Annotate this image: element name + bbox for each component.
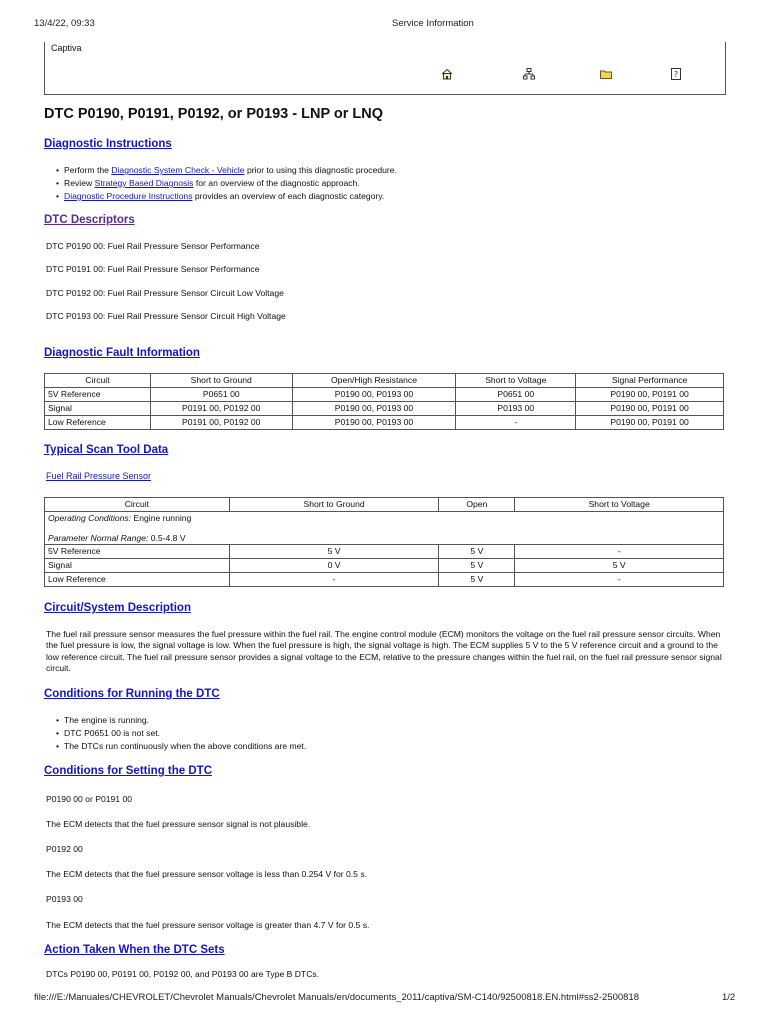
list-item-text: Perform the bbox=[64, 165, 112, 175]
setting-dtc-p0190-p0191: P0190 00 or P0191 00 bbox=[46, 794, 133, 804]
column-header: Short to Ground bbox=[229, 498, 439, 512]
table-cell: P0190 00, P0193 00 bbox=[292, 402, 456, 416]
conditions-running-heading[interactable]: Conditions for Running the DTC bbox=[44, 688, 220, 700]
column-header: Signal Performance bbox=[576, 374, 724, 388]
action-taken-text: DTCs P0190 00, P0191 00, P0192 00, and P0193 00 are Type B DTCs. bbox=[46, 969, 320, 979]
table-row bbox=[45, 416, 724, 430]
conditions-setting-heading[interactable]: Conditions for Setting the DTC bbox=[44, 765, 213, 777]
descriptor-p0193: DTC P0193 00: Fuel Rail Pressure Sensor Circuit High Voltage bbox=[46, 311, 286, 321]
table-cell: - bbox=[229, 573, 439, 587]
table-cell: Signal bbox=[45, 402, 151, 416]
table-cell: P0191 00, P0192 00 bbox=[150, 402, 292, 416]
conditions-cell bbox=[45, 512, 724, 545]
table-cell: Low Reference bbox=[45, 416, 151, 430]
list-item-text: Review bbox=[64, 178, 95, 188]
setting-dtc-p0193: P0193 00 bbox=[46, 894, 83, 904]
table-row bbox=[45, 402, 724, 416]
help-icon[interactable] bbox=[670, 68, 682, 80]
table-cell: Low Reference bbox=[45, 573, 230, 587]
print-datetime: 13/4/22, 09:33 bbox=[34, 18, 95, 29]
table-cell: 5 V bbox=[229, 545, 439, 559]
table-cell: - bbox=[515, 545, 724, 559]
diagnostic-procedure-instructions-link[interactable]: Diagnostic Procedure Instructions bbox=[64, 191, 193, 201]
list-item: • The DTCs run continuously when the above conditions are met. bbox=[44, 740, 306, 753]
folder-icon[interactable] bbox=[600, 68, 612, 80]
column-header: Circuit bbox=[45, 498, 230, 512]
diagnostic-instructions-list bbox=[44, 164, 397, 203]
setting-condition-text: The ECM detects that the fuel pressure sensor voltage is less than 0.254 V for 0.5 s. bbox=[46, 869, 368, 879]
nav-bar bbox=[44, 42, 726, 95]
column-header: Open/High Resistance bbox=[292, 374, 456, 388]
table-cell: Signal bbox=[45, 559, 230, 573]
column-header: Short to Voltage bbox=[456, 374, 576, 388]
table-cell: P0193 00 bbox=[456, 402, 576, 416]
parameter-normal-range bbox=[48, 532, 720, 544]
print-page-number: 1/2 bbox=[722, 992, 736, 1003]
list-item bbox=[44, 164, 397, 177]
table-row bbox=[45, 573, 724, 587]
descriptor-p0190: DTC P0190 00: Fuel Rail Pressure Sensor Performance bbox=[46, 241, 260, 251]
operating-conditions-label: Operating Conditions: bbox=[48, 513, 132, 523]
list-item: • DTC P0651 00 is not set. bbox=[44, 727, 306, 740]
table-row bbox=[45, 388, 724, 402]
operating-conditions-value: Engine running bbox=[131, 513, 192, 523]
table-cell: P0651 00 bbox=[150, 388, 292, 402]
table-cell: P0190 00, P0191 00 bbox=[576, 416, 724, 430]
conditions-row bbox=[45, 512, 724, 545]
operating-conditions bbox=[48, 512, 720, 524]
column-header: Open bbox=[439, 498, 515, 512]
conditions-running-list bbox=[44, 714, 306, 753]
list-item-text: prior to using this diagnostic procedure. bbox=[244, 165, 397, 175]
table-row bbox=[45, 559, 724, 573]
strategy-based-diagnosis-link[interactable]: Strategy Based Diagnosis bbox=[94, 178, 194, 188]
table-cell: 5 V bbox=[439, 559, 515, 573]
column-header: Short to Ground bbox=[150, 374, 292, 388]
table-row bbox=[45, 545, 724, 559]
list-item bbox=[44, 177, 397, 190]
table-cell: P0190 00, P0191 00 bbox=[576, 402, 724, 416]
list-item-text: for an overview of the diagnostic approach. bbox=[193, 178, 360, 188]
descriptor-p0191: DTC P0191 00: Fuel Rail Pressure Sensor Performance bbox=[46, 264, 260, 274]
sitemap-icon[interactable] bbox=[523, 68, 535, 80]
setting-condition-text: The ECM detects that the fuel pressure sensor signal is not plausible. bbox=[46, 819, 311, 829]
print-footer-path: file:///E:/Manuales/CHEVROLET/Chevrolet Manuals/Chevrolet Manuals/en/documents_2011/captiva/SM-C140/92500818.EN.html#ss2-2500818 bbox=[34, 992, 639, 1003]
column-header: Circuit bbox=[45, 374, 151, 388]
setting-condition-text: The ECM detects that the fuel pressure sensor voltage is greater than 4.7 V for 0.5 s. bbox=[46, 920, 370, 930]
table-header-row bbox=[45, 374, 724, 388]
descriptor-p0192: DTC P0192 00: Fuel Rail Pressure Sensor Circuit Low Voltage bbox=[46, 288, 284, 298]
fuel-rail-pressure-sensor-link[interactable]: Fuel Rail Pressure Sensor bbox=[46, 471, 152, 481]
list-item-text: provides an overview of each diagnostic category. bbox=[192, 191, 385, 201]
action-taken-heading[interactable]: Action Taken When the DTC Sets bbox=[44, 944, 225, 956]
print-title: Service Information bbox=[392, 18, 474, 29]
diagnostic-system-check-link[interactable]: Diagnostic System Check - Vehicle bbox=[111, 165, 245, 175]
normal-range-label: Parameter Normal Range: bbox=[48, 533, 149, 543]
diagnostic-fault-information-heading[interactable]: Diagnostic Fault Information bbox=[44, 347, 200, 359]
table-cell: - bbox=[456, 416, 576, 430]
table-cell: 5 V bbox=[515, 559, 724, 573]
table-cell: 5V Reference bbox=[45, 545, 230, 559]
page-title: DTC P0190, P0191, P0192, or P0193 - LNP or LNQ bbox=[44, 106, 384, 122]
table-cell: P0191 00, P0192 00 bbox=[150, 416, 292, 430]
table-cell: P0190 00, P0191 00 bbox=[576, 388, 724, 402]
list-item: • The engine is running. bbox=[44, 714, 306, 727]
home-icon[interactable] bbox=[441, 68, 453, 80]
column-header: Short to Voltage bbox=[515, 498, 724, 512]
table-cell: - bbox=[515, 573, 724, 587]
svg-text:?: ? bbox=[673, 70, 679, 79]
table-cell: P0190 00, P0193 00 bbox=[292, 388, 456, 402]
brand-label: Captiva bbox=[51, 43, 82, 53]
normal-range-value: 0.5-4.8 V bbox=[148, 533, 186, 543]
table-cell: 5V Reference bbox=[45, 388, 151, 402]
circuit-system-description-heading[interactable]: Circuit/System Description bbox=[44, 602, 191, 614]
table-cell: 0 V bbox=[229, 559, 439, 573]
list-item bbox=[44, 190, 397, 203]
setting-dtc-p0192: P0192 00 bbox=[46, 844, 83, 854]
table-cell: 5 V bbox=[439, 573, 515, 587]
typical-scan-tool-data-heading[interactable]: Typical Scan Tool Data bbox=[44, 444, 169, 456]
circuit-description-text: The fuel rail pressure sensor measures the fuel pressure within the fuel rail. The engine control module (ECM) monitors the voltage on the fuel rail pressure sensor circuits. When the fuel pressure is low, the signal voltage is low. When the fuel pressure is high, the signal voltage is high. The ECM supplies 5 V to the 5 V reference circuit and a ground to the low reference circuit. The fuel rail pressure sensor provides a signal voltage to the ECM, relative to the pressure changes within the fuel rail, on the fuel rail pressure sensor signal circuit. bbox=[46, 629, 722, 674]
table-cell: 5 V bbox=[439, 545, 515, 559]
diagnostic-instructions-heading[interactable]: Diagnostic Instructions bbox=[44, 138, 172, 150]
scan-tool-data-table bbox=[44, 497, 724, 587]
table-cell: P0190 00, P0193 00 bbox=[292, 416, 456, 430]
table-header-row bbox=[45, 498, 724, 512]
dtc-descriptors-heading[interactable]: DTC Descriptors bbox=[44, 214, 135, 226]
fault-information-table bbox=[44, 373, 724, 430]
table-cell: P0651 00 bbox=[456, 388, 576, 402]
